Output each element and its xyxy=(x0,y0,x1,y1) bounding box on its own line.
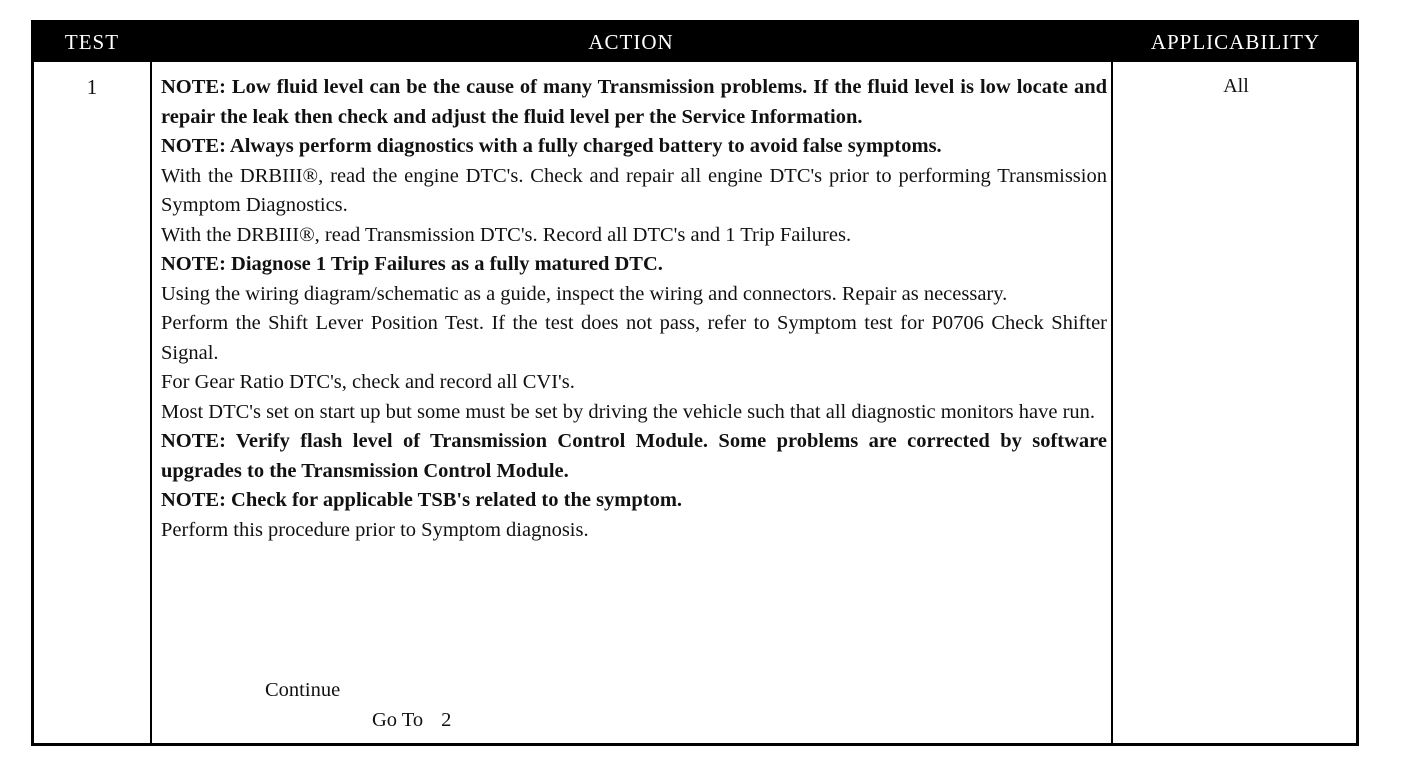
column-divider xyxy=(150,62,152,743)
note-line: NOTE: Diagnose 1 Trip Failures as a fully matured DTC. xyxy=(161,253,663,275)
instruction-line: With the DRBIII®, read Transmission DTC's. Record all DTC's and 1 Trip Failures. xyxy=(161,223,852,246)
instruction-line: Most DTC's set on start up but some must be set by driving the vehicle such that all diagnostic monitors have run. xyxy=(161,400,1096,423)
table-header xyxy=(34,23,1356,62)
goto-target: 2 xyxy=(441,709,452,731)
note-line: NOTE: Always perform diagnostics with a fully charged battery to avoid false symptoms. xyxy=(161,135,942,157)
instruction-line: Perform the Shift Lever Position Test. If the test does not pass, refer to Symptom test for P0706 Check Shifter Signal. xyxy=(161,312,1107,364)
action-cell xyxy=(161,73,1107,545)
note-line: NOTE: Low fluid level can be the cause of many Transmission problems. If the fluid level is low locate and repair the leak then check and adjust the fluid level per the Service Information. xyxy=(161,76,1107,128)
instruction-line: With the DRBIII®, read the engine DTC's. Check and repair all engine DTC's prior to performing Transmission Symptom Diagnostics. xyxy=(161,164,1107,216)
applicability-value: All xyxy=(1223,75,1249,97)
note-line: NOTE: Check for applicable TSB's related to the symptom. xyxy=(161,489,683,511)
instruction-line: For Gear Ratio DTC's, check and record all CVI's. xyxy=(161,371,575,393)
note-line: NOTE: Verify flash level of Transmission Control Module. Some problems are corrected by software upgrades to the Transmission Control Module. xyxy=(161,430,1107,482)
test-number: 1 xyxy=(86,75,98,99)
goto-label: Go To xyxy=(372,709,424,731)
header-action: ACTION xyxy=(588,30,674,54)
diagnostic-table xyxy=(31,20,1359,746)
header-test: TEST xyxy=(64,30,120,54)
instruction-line: Perform this procedure prior to Symptom diagnosis. xyxy=(161,518,589,541)
goto-link[interactable] xyxy=(372,709,469,732)
header-applicability: APPLICABILITY xyxy=(1150,30,1321,54)
column-divider xyxy=(1111,62,1113,743)
instruction-line: Using the wiring diagram/schematic as a guide, inspect the wiring and connectors. Repair as necessary. xyxy=(161,282,1008,305)
continue-label: Continue xyxy=(265,679,341,701)
